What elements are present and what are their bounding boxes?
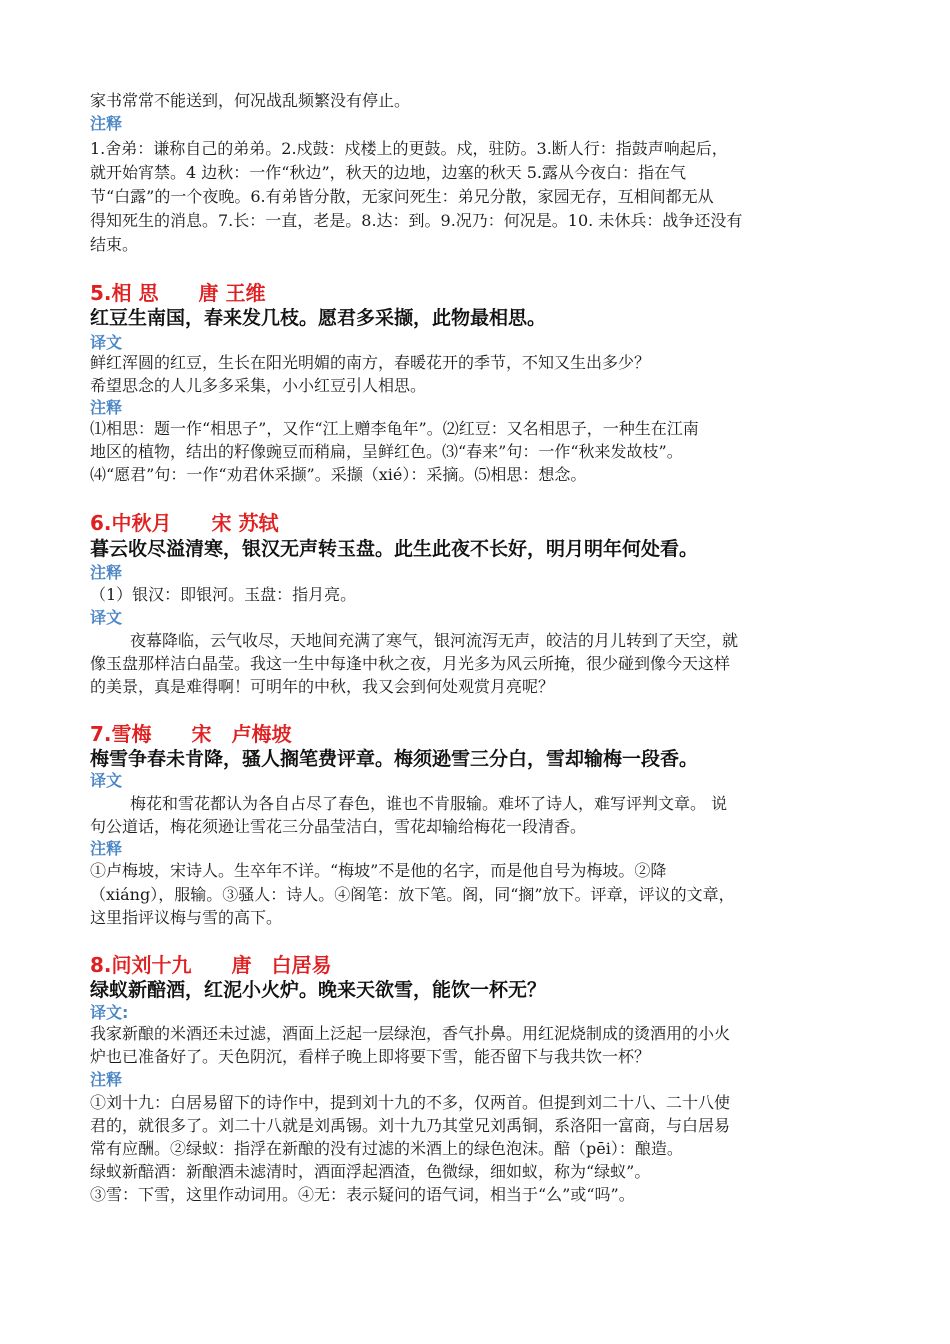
- poem-title-text: 6.中秋月: [90, 511, 172, 535]
- notes-line: （1）银汉：即银河。玉盘：指月亮。: [90, 585, 357, 604]
- translation-line: 我家新酿的米酒还未过滤，酒面上泛起一层绿泡，香气扑鼻。用红泥烧制成的烫酒用的小火: [90, 1024, 731, 1043]
- translation-line: 希望思念的人儿多多采集，小小红豆引人相思。: [90, 376, 427, 395]
- translation-line: 像玉盘那样洁白晶莹。我这一生中每逢中秋之夜，月光多为风云所掩，很少碰到像今天这样: [90, 654, 731, 673]
- poem-title: [90, 952, 332, 978]
- notes-line: 绿蚁新醅酒：新酿酒未滤清时，酒面浮起酒渣，色微绿，细如蚁，称为“绿蚁”。: [90, 1162, 651, 1181]
- poem-author: 唐 白居易: [231, 953, 332, 977]
- translation-line: 的美景，真是难得啊！可明年的中秋，我又会到何处观赏月亮呢？: [90, 677, 555, 696]
- notes-label: 注释: [90, 1070, 123, 1089]
- translation-label: 译文: [90, 771, 123, 790]
- poem-text: 暮云收尽溢清寒，银汉无声转玉盘。此生此夜不长好，明月明年何处看。: [90, 538, 699, 560]
- notes-line: ①刘十九：白居易留下的诗作中，提到刘十九的不多，仅两首。但提到刘二十八、二十八使: [90, 1093, 731, 1112]
- poem-author: 宋 卢梅坡: [191, 722, 292, 746]
- poem-title: [90, 280, 265, 306]
- translation-line: 句公道话，梅花须逊让雪花三分晶莹洁白，雪花却输给梅花一段清香。: [90, 817, 587, 836]
- poem-text: 梅雪争春未肯降，骚人搁笔费评章。梅须逊雪三分白，雪却输梅一段香。: [90, 748, 699, 770]
- notes-line: ⑴相思：题一作“相思子”，又作“江上赠李龟年”。⑵红豆：又名相思子，一种生在江南: [90, 419, 699, 438]
- translation-line: 炉也已准备好了。天色阴沉，看样子晚上即将要下雪，能否留下与我共饮一杯？: [90, 1047, 651, 1066]
- intro-translation-tail: 家书常常不能送到，何况战乱频繁没有停止。: [90, 91, 411, 110]
- intro-notes-line: 1.舍弟：谦称自己的弟弟。2.戍鼓：戍楼上的更鼓。戍，驻防。3.断人行：指鼓声响起后，: [90, 139, 728, 158]
- poem-title: [90, 721, 292, 747]
- poem-title-text: 5.相 思: [90, 281, 159, 305]
- notes-line: ①卢梅坡，宋诗人。生卒年不详。“梅坡”不是他的名字，而是他自号为梅坡。②降: [90, 861, 667, 880]
- poem-title-text: 8.问刘十九: [90, 953, 192, 977]
- notes-label: 注释: [90, 839, 123, 858]
- notes-line: 君的，就很多了。刘二十八就是刘禹锡。刘十九乃其堂兄刘禹铜，系洛阳一富商，与白居易: [90, 1116, 731, 1135]
- intro-notes-line: 就开始宵禁。4 边秋：一作“秋边”，秋天的边地，边塞的秋天 5.露从今夜白：指在气: [90, 163, 686, 182]
- poem-title: [90, 510, 278, 536]
- intro-notes-line: 结束。: [90, 235, 139, 254]
- notes-line: 这里指评议梅与雪的高下。: [90, 908, 283, 927]
- translation-label: 译文:: [90, 1003, 129, 1022]
- poem-author: 唐 王维: [198, 281, 266, 305]
- intro-notes-line: 节“白露”的一个夜晚。6.有弟皆分散，无家问死生：弟兄分散，家园无存，互相间都无从: [90, 187, 714, 206]
- intro-notes-line: 得知死生的消息。7.长：一直，老是。8.达：到。9.况乃：何况是。10. 未休兵：战争还没有: [90, 211, 743, 230]
- poem-author: 宋 苏轼: [211, 511, 279, 535]
- translation-line: 梅花和雪花都认为各自占尽了春色，谁也不肯服输。难坏了诗人，难写评判文章。 说: [130, 794, 728, 813]
- poem-text: 绿蚁新醅酒，红泥小火炉。晚来天欲雪，能饮一杯无？: [90, 979, 547, 1001]
- translation-label: 译文: [90, 608, 123, 627]
- notes-line: （xiáng），服输。③骚人：诗人。④阁笔：放下笔。阁，同“搁”放下。评章，评议的文章，: [90, 885, 735, 904]
- poem-text: 红豆生南国，春来发几枝。愿君多采撷，此物最相思。: [90, 307, 547, 329]
- notes-line: ⑷“愿君”句：一作“劝君休采撷”。采撷（xié）：采摘。⑸相思：想念。: [90, 465, 587, 484]
- intro-notes-label: 注释: [90, 114, 123, 133]
- notes-line: 常有应酬。②绿蚁：指浮在新酿的没有过滤的米酒上的绿色泡沫。醅（pēi）：酿造。: [90, 1139, 683, 1158]
- translation-label: 译文: [90, 333, 123, 352]
- translation-line: 鲜红浑圆的红豆，生长在阳光明媚的南方，春暖花开的季节，不知又生出多少？: [90, 353, 651, 372]
- notes-label: 注释: [90, 398, 123, 417]
- poem-title-text: 7.雪梅: [90, 722, 152, 746]
- notes-line: ③雪：下雪，这里作动词用。④无：表示疑问的语气词，相当于“么”或“吗”。: [90, 1185, 635, 1204]
- notes-label: 注释: [90, 563, 123, 582]
- notes-line: 地区的植物，结出的籽像豌豆而稍扁，呈鲜红色。⑶“春来”句：一作“秋来发故枝”。: [90, 442, 683, 461]
- translation-line: 夜幕降临，云气收尽，天地间充满了寒气，银河流泻无声，皎洁的月儿转到了天空，就: [130, 631, 739, 650]
